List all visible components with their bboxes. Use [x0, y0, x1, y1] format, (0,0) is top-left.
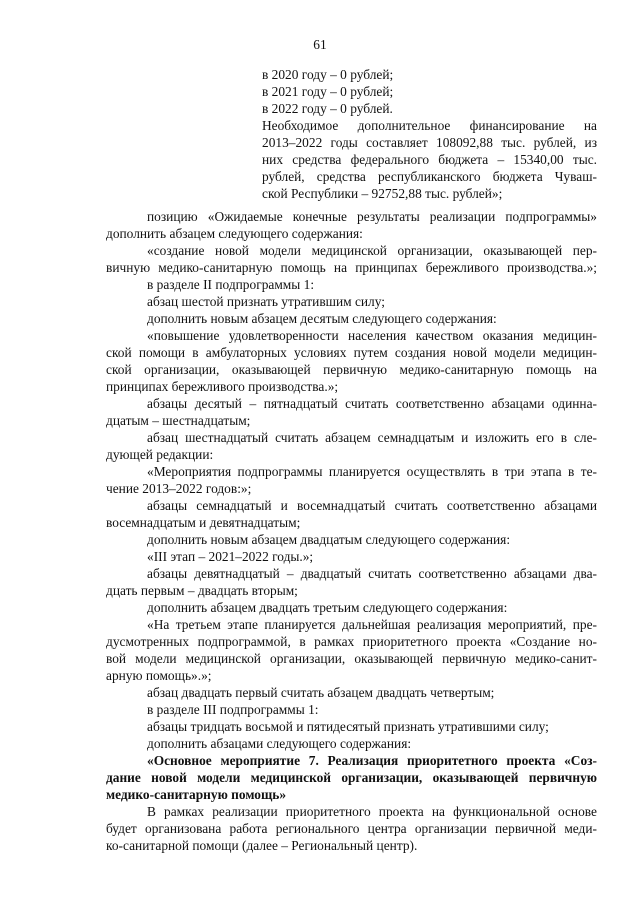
text-line: абзацы десятый – пятнадцатый считать соответственно абзацами одинна-: [147, 396, 597, 411]
section-heading-line: медико-санитарную помощь»: [106, 787, 287, 802]
text-line: ко-санитарной помощи (далее – Региональный центр).: [106, 838, 418, 853]
text-line: восемнадцатым и девятнадцатым;: [106, 515, 301, 530]
text-line: дцатым – шестнадцатым;: [106, 413, 251, 428]
text-line: них средства федерального бюджета – 15340,00 тыс.: [262, 152, 597, 167]
text-line: в 2021 году – 0 рублей;: [262, 84, 394, 99]
text-line: позицию «Ожидаемые конечные результаты реализации подпрограммы»: [147, 209, 597, 224]
text-line: дополнить абзацем двадцать третьим следующего содержания:: [147, 600, 508, 615]
text-line: принципах бережливого производства.»;: [106, 379, 339, 394]
text-line: абзац шестнадцатый считать абзацем семнадцатым и изложить его в сле-: [147, 430, 597, 445]
text-line: будет организована работа регионального центра организации первичной меди-: [106, 821, 597, 836]
text-line: ской Республики – 92752,88 тыс. рублей»;: [262, 186, 503, 201]
text-line: Необходимое дополнительное финансирование на: [262, 118, 597, 133]
text-line: абзацы тридцать восьмой и пятидесятый признать утратившими силу;: [147, 719, 549, 734]
text-line: дополнить абзацами следующего содержания:: [147, 736, 412, 751]
section-heading-line: «Основное мероприятие 7. Реализация приоритетного проекта «Соз-: [147, 753, 597, 768]
text-line: «III этап – 2021–2022 годы.»;: [147, 549, 314, 564]
text-line: в 2022 году – 0 рублей.: [262, 101, 393, 116]
text-line: в разделе II подпрограммы 1:: [147, 277, 315, 292]
text-line: вой модели медицинской организации, оказывающей первичную медико-санит-: [106, 651, 597, 666]
text-line: в разделе III подпрограммы 1:: [147, 702, 319, 717]
text-line: ской помощи в амбулаторных условиях путем создания новой модели медицин-: [106, 345, 597, 360]
text-line: 2013–2022 годы составляет 108092,88 тыс. рублей, из: [262, 135, 597, 150]
text-line: «Мероприятия подпрограммы планируется осуществлять в три этапа в те-: [147, 464, 597, 479]
text-line: абзац шестой признать утратившим силу;: [147, 294, 385, 309]
text-line: вичную медико-санитарную помощь на принципах бережливого производства.»;: [106, 260, 597, 275]
text-line: абзац двадцать первый считать абзацем двадцать четвертым;: [147, 685, 495, 700]
text-line: чение 2013–2022 годов:»;: [106, 481, 252, 496]
text-line: «создание новой модели медицинской организации, оказывающей пер-: [147, 243, 597, 258]
text-line: ской организации, оказывающей первичную медико-санитарную помощь на: [106, 362, 597, 377]
text-line: дусмотренных подпрограммой, в рамках приоритетного проекта «Создание но-: [106, 634, 597, 649]
text-line: «повышение удовлетворенности населения качеством оказания медицин-: [147, 328, 597, 343]
text-line: «На третьем этапе планируется дальнейшая реализация мероприятий, пре-: [147, 617, 597, 632]
text-line: абзацы семнадцатый и восемнадцатый считать соответственно абзацами: [147, 498, 597, 513]
text-line: в 2020 году – 0 рублей;: [262, 67, 394, 82]
text-line: рублей, средства республиканского бюджета Чуваш-: [262, 169, 597, 184]
page-number: 61: [313, 37, 327, 52]
text-line: В рамках реализации приоритетного проекта на функциональной основе: [147, 804, 597, 819]
text-line: абзацы девятнадцатый – двадцатый считать соответственно абзацами два-: [147, 566, 597, 581]
section-heading-line: дание новой модели медицинской организации, оказывающей первичную: [106, 770, 597, 785]
text-line: дополнить новым абзацем двадцатым следующего содержания:: [147, 532, 511, 547]
text-line: дополнить абзацем следующего содержания:: [106, 226, 363, 241]
text-line: арную помощь».»;: [106, 668, 212, 683]
text-line: дующей редакции:: [106, 447, 214, 462]
text-line: дцать первым – двадцать вторым;: [106, 583, 298, 598]
text-line: дополнить новым абзацем десятым следующего содержания:: [147, 311, 497, 326]
